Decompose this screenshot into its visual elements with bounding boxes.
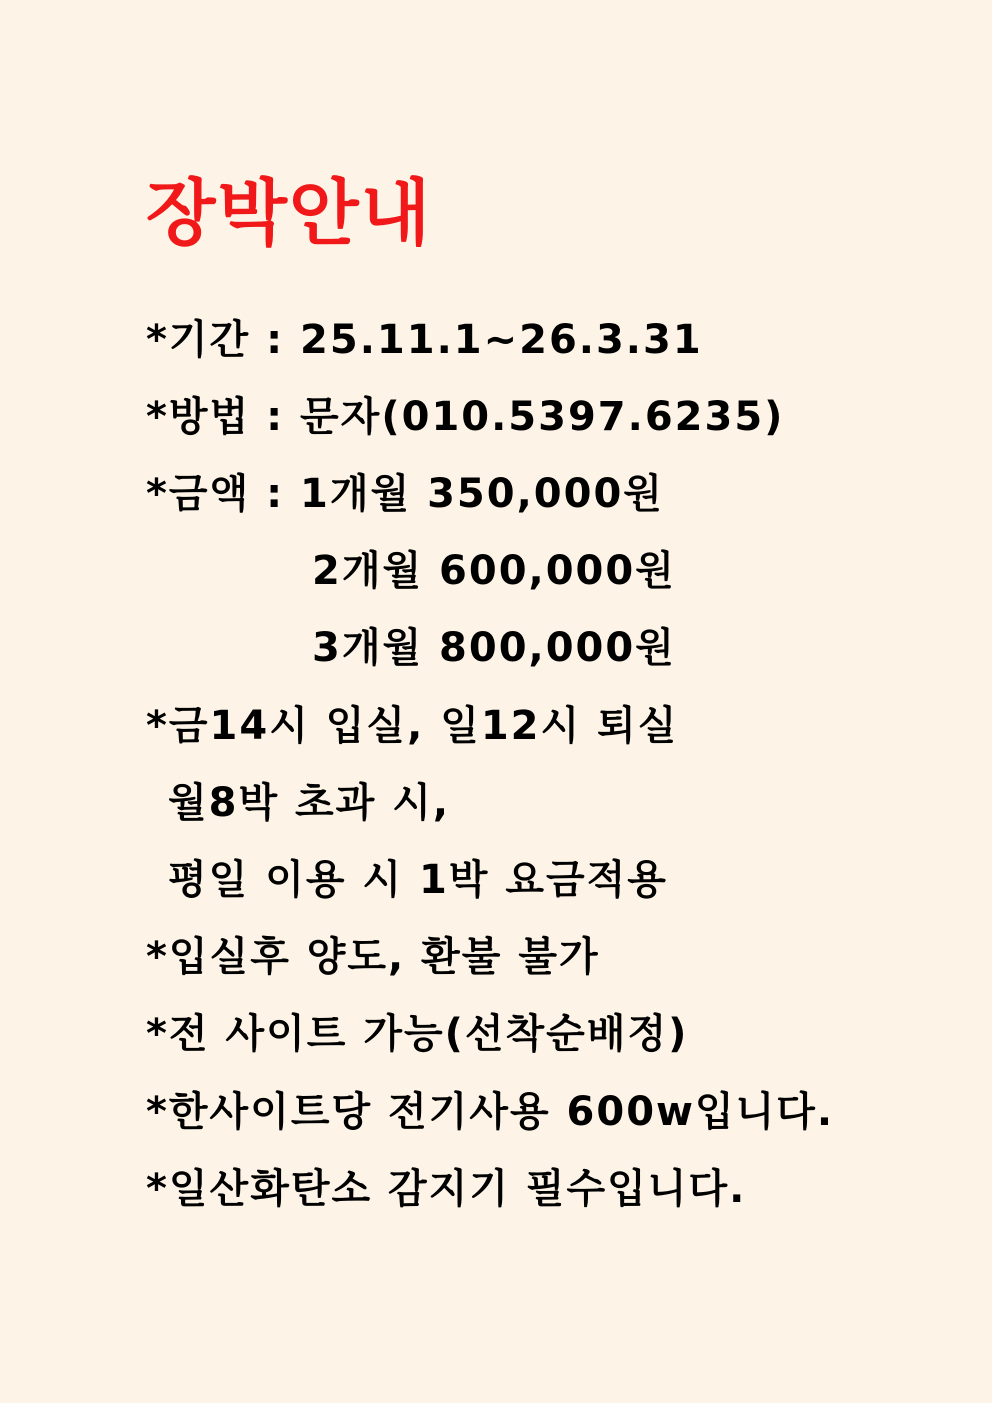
weekday-rate-line: 평일 이용 시 1박 요금적용 xyxy=(168,857,668,903)
page-title: 장박안내 xyxy=(146,171,433,255)
price-line-1-month: *금액 : 1개월 350,000원 xyxy=(146,471,664,517)
price-line-3-month: 3개월 800,000원 xyxy=(312,625,676,671)
sites-line: *전 사이트 가능(선착순배정) xyxy=(146,1011,689,1057)
co-detector-line: *일산화탄소 감지기 필수입니다. xyxy=(146,1166,747,1212)
power-line: *한사이트당 전기사용 600w입니다. xyxy=(146,1089,835,1135)
no-refund-line: *입실후 양도, 환불 불가 xyxy=(146,934,600,980)
method-line: *방법 : 문자(010.5397.6235) xyxy=(146,394,785,440)
period-line: *기간 : 25.11.1~26.3.31 xyxy=(146,317,703,363)
price-line-2-month: 2개월 600,000원 xyxy=(312,548,676,594)
checkin-line: *금14시 입실, 일12시 퇴실 xyxy=(146,703,679,749)
overnight-line: 월8박 초과 시, xyxy=(168,780,451,826)
